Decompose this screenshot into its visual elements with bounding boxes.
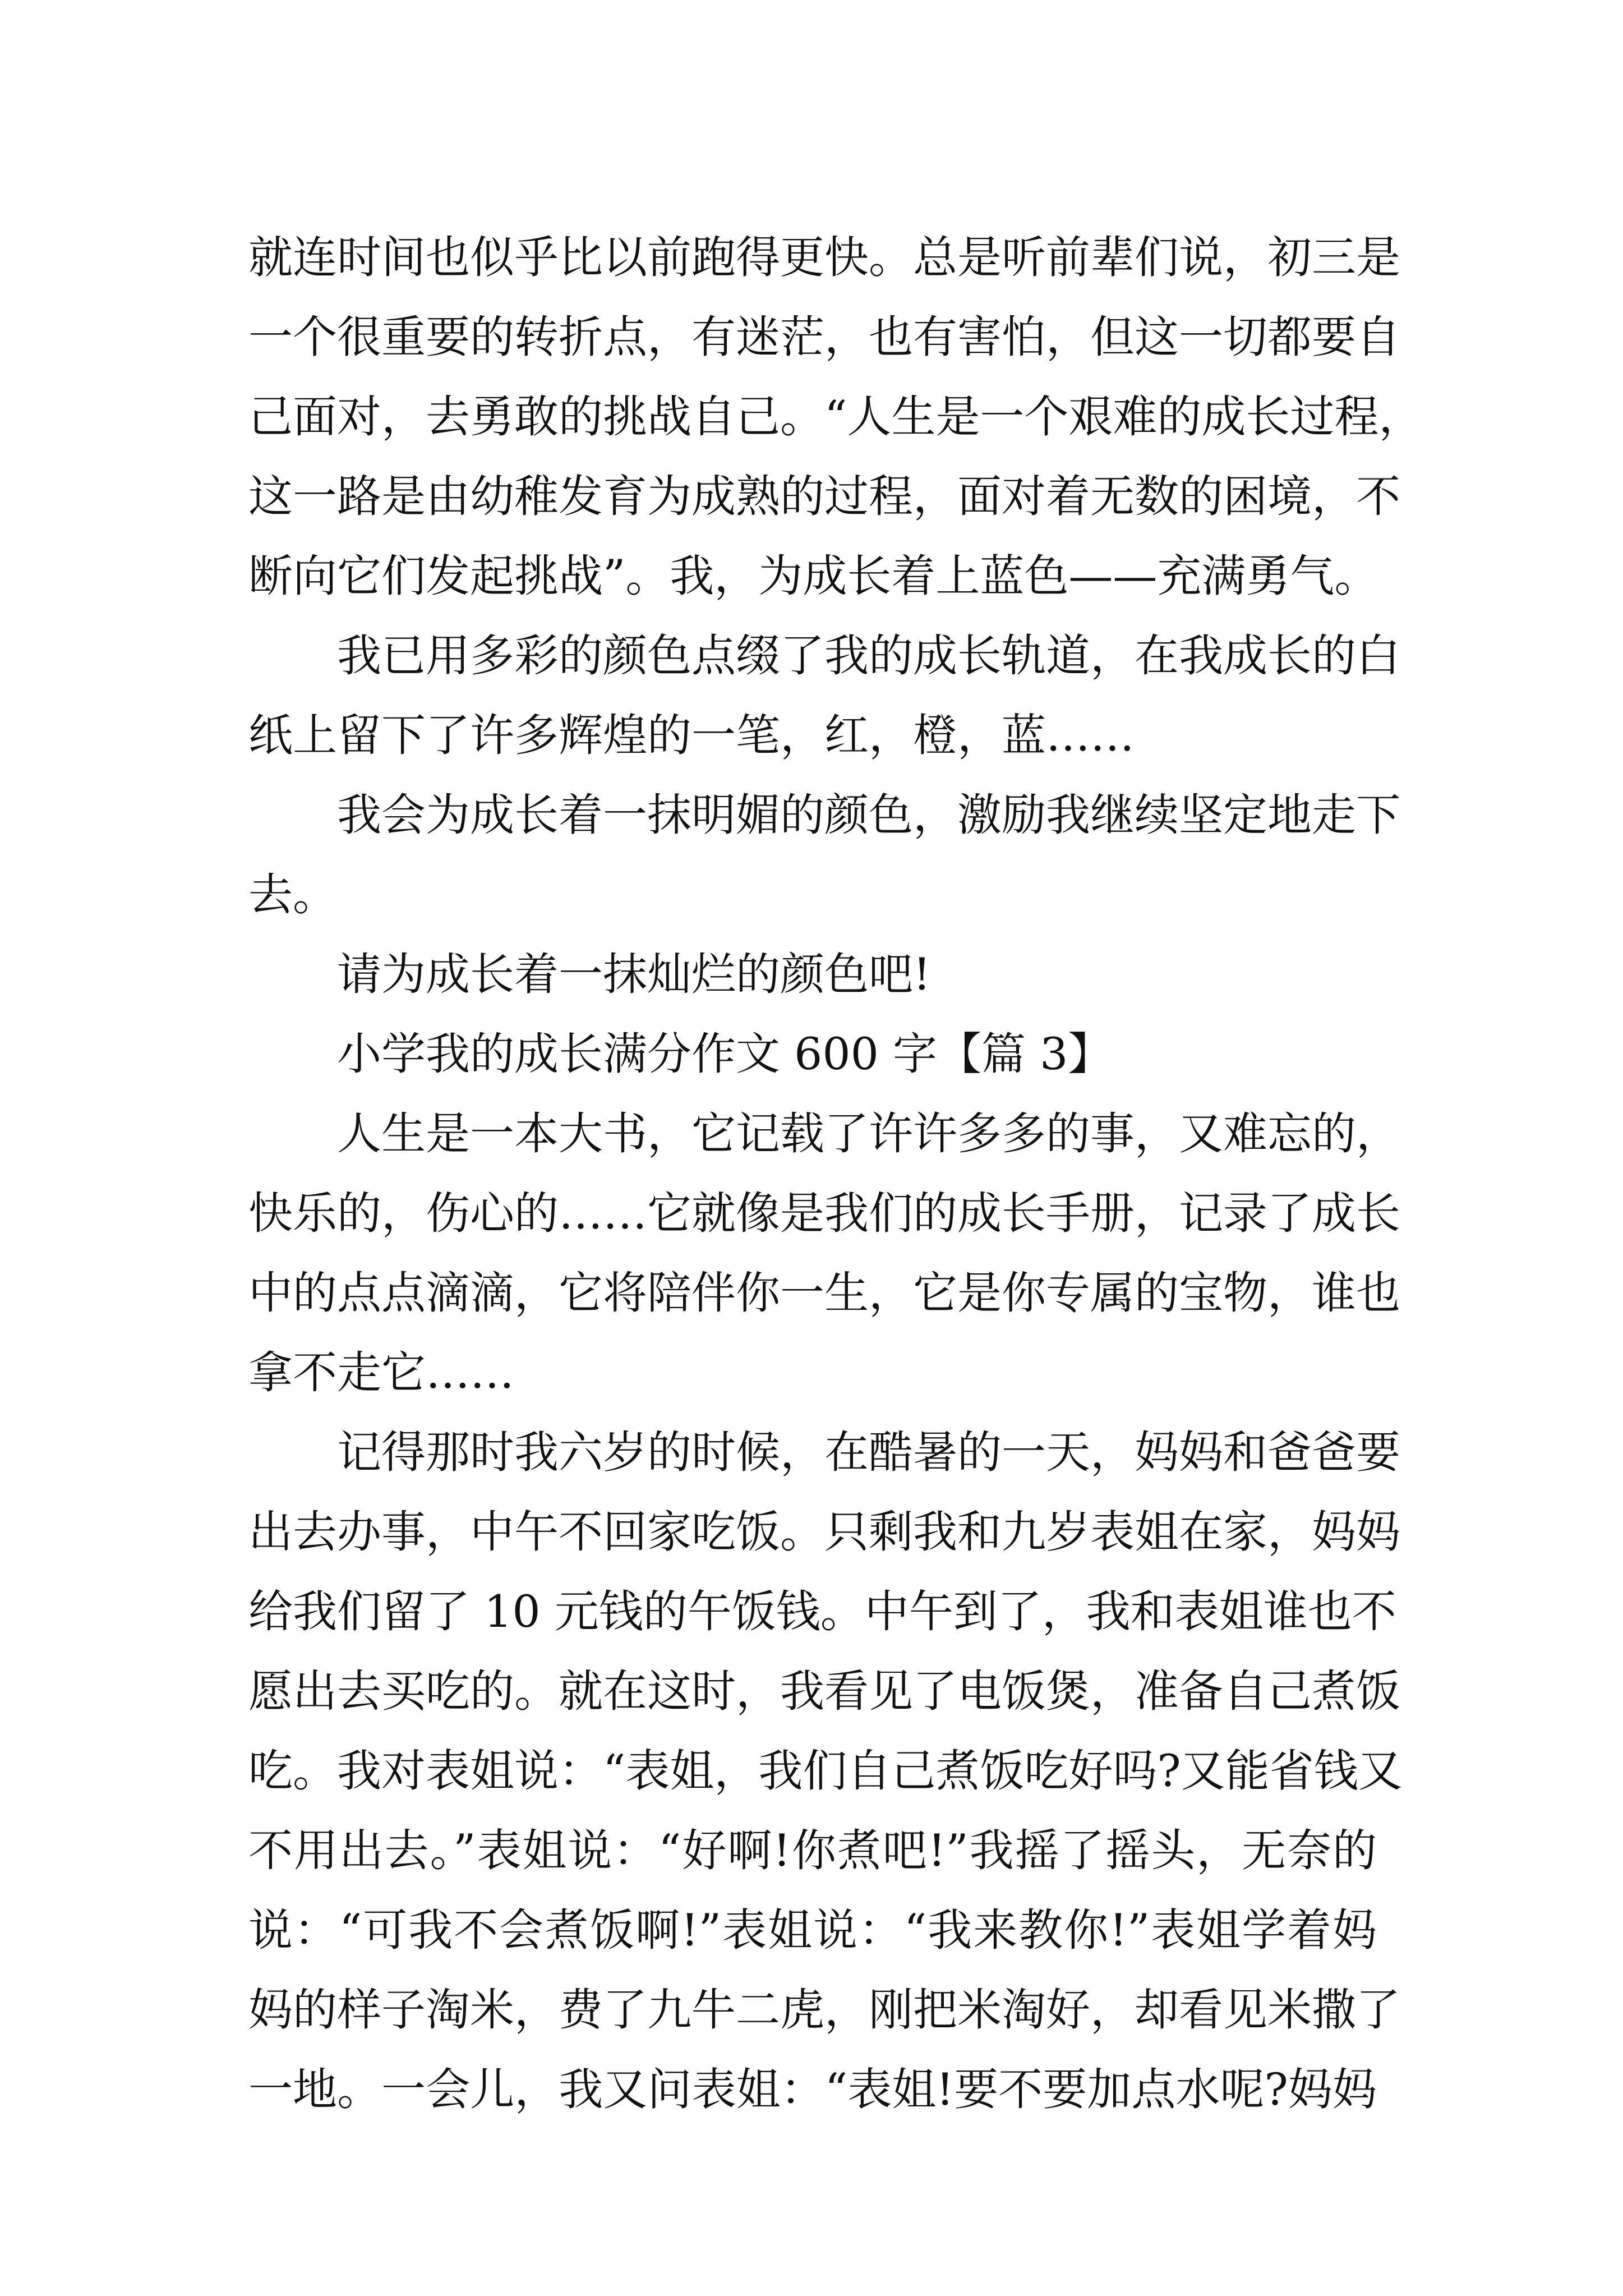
paragraph-start-line: 我已用多彩的颜色点缀了我的成长轨道，在我成长的白	[337, 630, 1400, 682]
text-line: 不用出去。”表姐说：“好啊!你煮吧!”我摇了摇头，无奈的	[248, 1825, 1377, 1876]
text-line: 吃。我对表姐说：“表姐，我们自己煮饭吃好吗?又能省钱又	[248, 1745, 1403, 1797]
text-line: 己面对，去勇敢的挑战自己。“人生是一个艰难的成长过程，	[248, 391, 1423, 443]
paragraph-start-line: 人生是一本大书，它记载了许许多多的事，又难忘的，	[337, 1108, 1400, 1159]
paragraph-start-line: 记得那时我六岁的时候，在酷暑的一天，妈妈和爸爸要	[337, 1427, 1400, 1478]
text-line: 愿出去买吃的。就在这时，我看见了电饭煲，准备自己煮饭	[248, 1665, 1400, 1717]
text-line: 妈的样子淘米，费了九牛二虎，刚把米淘好，却看见米撒了	[248, 1984, 1400, 2036]
text-line: 去。	[248, 869, 337, 921]
text-line: 给我们留了 10 元钱的午饭钱。中午到了，我和表姐谁也不	[248, 1586, 1396, 1637]
text-line: 中的点点滴滴，它将陪伴你一生，它是你专属的宝物，谁也	[248, 1267, 1400, 1319]
text-line: 就连时间也似乎比以前跑得更快。总是听前辈们说，初三是	[248, 232, 1400, 283]
text-line: 纸上留下了许多辉煌的一笔，红，橙，蓝……	[248, 710, 1135, 761]
text-line: 这一路是由幼稚发育为成熟的过程，面对着无数的困境，不	[248, 471, 1400, 522]
paragraph-start-line: 我会为成长着一抹明媚的颜色，激励我继续坚定地走下	[337, 789, 1400, 841]
text-line: 快乐的，伤心的……它就像是我们的成长手册，记录了成长	[248, 1188, 1400, 1239]
section-heading: 小学我的成长满分作文 600 字【篇 3】	[337, 1028, 1113, 1080]
paragraph-start-line: 请为成长着一抹灿烂的颜色吧!	[337, 949, 931, 1000]
text-line: 一地。一会儿，我又问表姐：“表姐!要不要加点水呢?妈妈	[248, 2064, 1377, 2115]
text-line: 一个很重要的转折点，有迷茫，也有害怕，但这一切都要自	[248, 311, 1400, 363]
document-body	[248, 218, 1423, 2129]
text-line: 出去办事，中午不回家吃饭。只剩我和九岁表姐在家，妈妈	[248, 1506, 1400, 1558]
text-line: 断向它们发起挑战”。我，为成长着上蓝色——充满勇气。	[248, 550, 1379, 602]
text-line: 拿不走它……	[248, 1347, 514, 1398]
text-line: 说：“可我不会煮饭啊!”表姐说：“我来教你!”表姐学着妈	[248, 1904, 1377, 1956]
